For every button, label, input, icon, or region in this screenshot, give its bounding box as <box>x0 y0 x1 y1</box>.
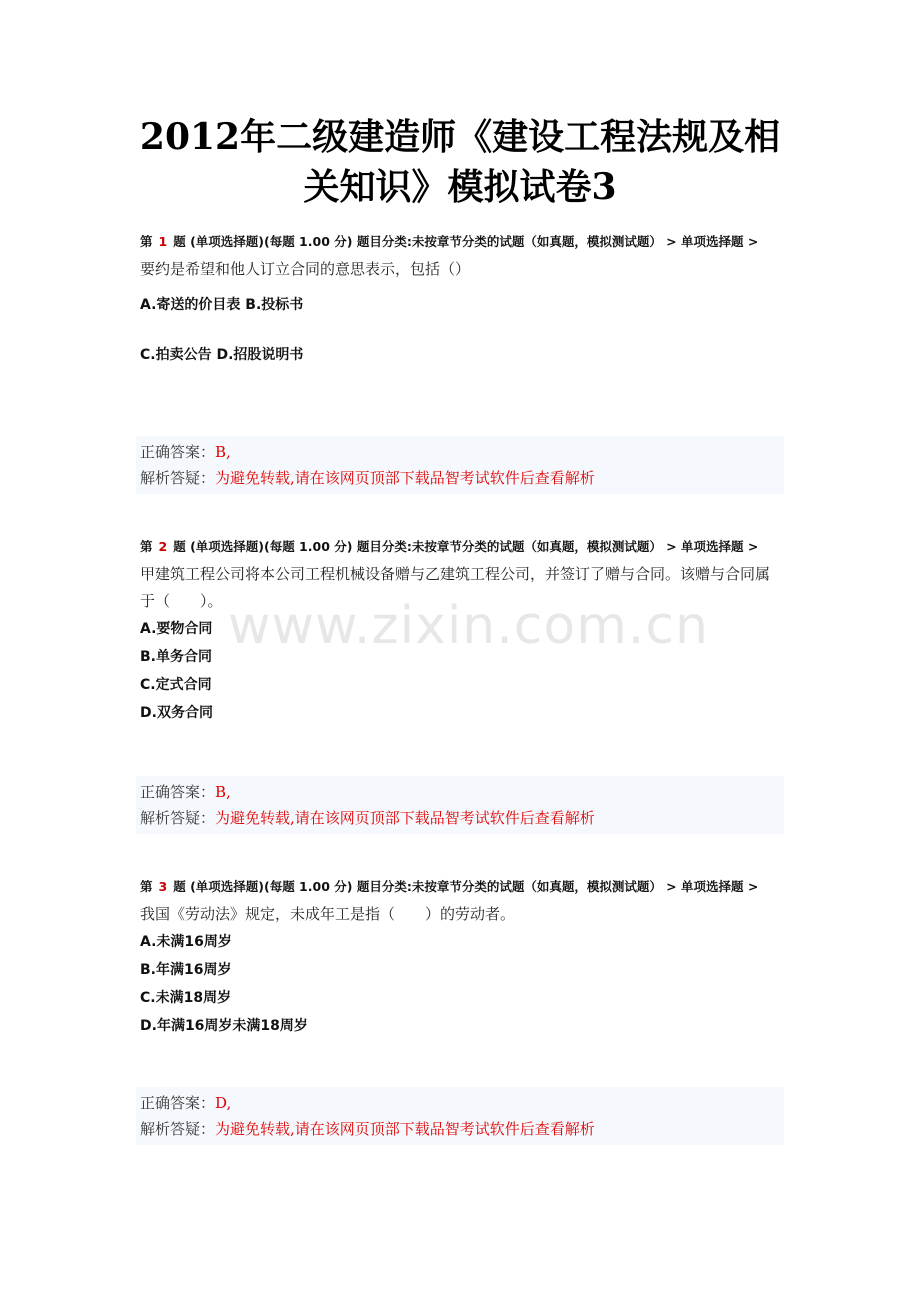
option-a: A.未满16周岁 <box>140 934 232 950</box>
correct-answer-value: B, <box>215 443 231 461</box>
question-header <box>140 230 784 254</box>
answer-box <box>136 436 784 494</box>
option-b: B.单务合同 <box>140 649 212 665</box>
question-stem: 我国《劳动法》规定，未成年工是指（ ）的劳动者。 <box>140 905 516 923</box>
analysis-text: 为避免转载,请在该网页顶部下载品智考试软件后查看解析 <box>215 1120 595 1138</box>
correct-answer-row <box>140 1090 780 1116</box>
question-stem: 要约是希望和他人订立合同的意思表示，包括（） <box>140 260 471 278</box>
correct-answer-value: D, <box>215 1094 232 1112</box>
correct-answer-label: 正确答案： <box>140 1094 216 1112</box>
question-meta: 题 (单项选择题)(每题 1.00 分) 题目分类:未按章节分类的试题（如真题，模拟测试题） > 单项选择题 > <box>173 539 759 554</box>
question-meta: 题 (单项选择题)(每题 1.00 分) 题目分类:未按章节分类的试题（如真题，模拟测试题） > 单项选择题 > <box>173 234 759 249</box>
analysis-label: 解析答疑： <box>140 1120 216 1138</box>
question-prefix: 第 <box>140 234 153 249</box>
option-line: A.寄送的价目表 B.投标书 <box>140 297 304 313</box>
option-c: C.未满18周岁 <box>140 990 232 1006</box>
option-d: D.年满16周岁未满18周岁 <box>140 1018 308 1034</box>
option-b: B.年满16周岁 <box>140 962 232 978</box>
question-number: 3 <box>158 879 168 894</box>
watermark: www.zixin.com.cn <box>228 596 709 656</box>
correct-answer-label: 正确答案： <box>140 783 216 801</box>
question-prefix: 第 <box>140 879 153 894</box>
question-meta: 题 (单项选择题)(每题 1.00 分) 题目分类:未按章节分类的试题（如真题，模拟测试题） > 单项选择题 > <box>173 879 759 894</box>
option-line: C.拍卖公告 D.招股说明书 <box>140 347 304 363</box>
answer-box <box>136 776 784 834</box>
answer-box <box>136 1087 784 1145</box>
document-title-line-1: 2012年二级建造师《建设工程法规及相 <box>139 116 781 158</box>
question-header <box>140 535 784 559</box>
analysis-row <box>140 1116 780 1142</box>
analysis-label: 解析答疑： <box>140 469 216 487</box>
correct-answer-value: B, <box>215 783 231 801</box>
question-stem: 甲建筑工程公司将本公司工程机械设备赠与乙建筑工程公司，并签订了赠与合同。该赠与合同属于（ ）。 <box>140 565 771 610</box>
question-number: 2 <box>158 539 168 554</box>
correct-answer-row <box>140 439 780 465</box>
question-header <box>140 875 784 899</box>
document-title-line-2: 关知识》模拟试卷3 <box>303 166 617 208</box>
analysis-text: 为避免转载,请在该网页顶部下载品智考试软件后查看解析 <box>215 809 595 827</box>
question-3 <box>140 875 784 1040</box>
option-d: D.双务合同 <box>140 705 213 721</box>
question-number: 1 <box>158 234 168 249</box>
option-a: A.要物合同 <box>140 621 213 637</box>
option-c: C.定式合同 <box>140 677 212 693</box>
analysis-label: 解析答疑： <box>140 809 216 827</box>
correct-answer-row <box>140 779 780 805</box>
analysis-text: 为避免转载,请在该网页顶部下载品智考试软件后查看解析 <box>215 469 595 487</box>
analysis-row <box>140 465 780 491</box>
question-1 <box>140 230 784 369</box>
correct-answer-label: 正确答案： <box>140 443 216 461</box>
question-2 <box>140 535 784 727</box>
question-prefix: 第 <box>140 539 153 554</box>
analysis-row <box>140 805 780 831</box>
